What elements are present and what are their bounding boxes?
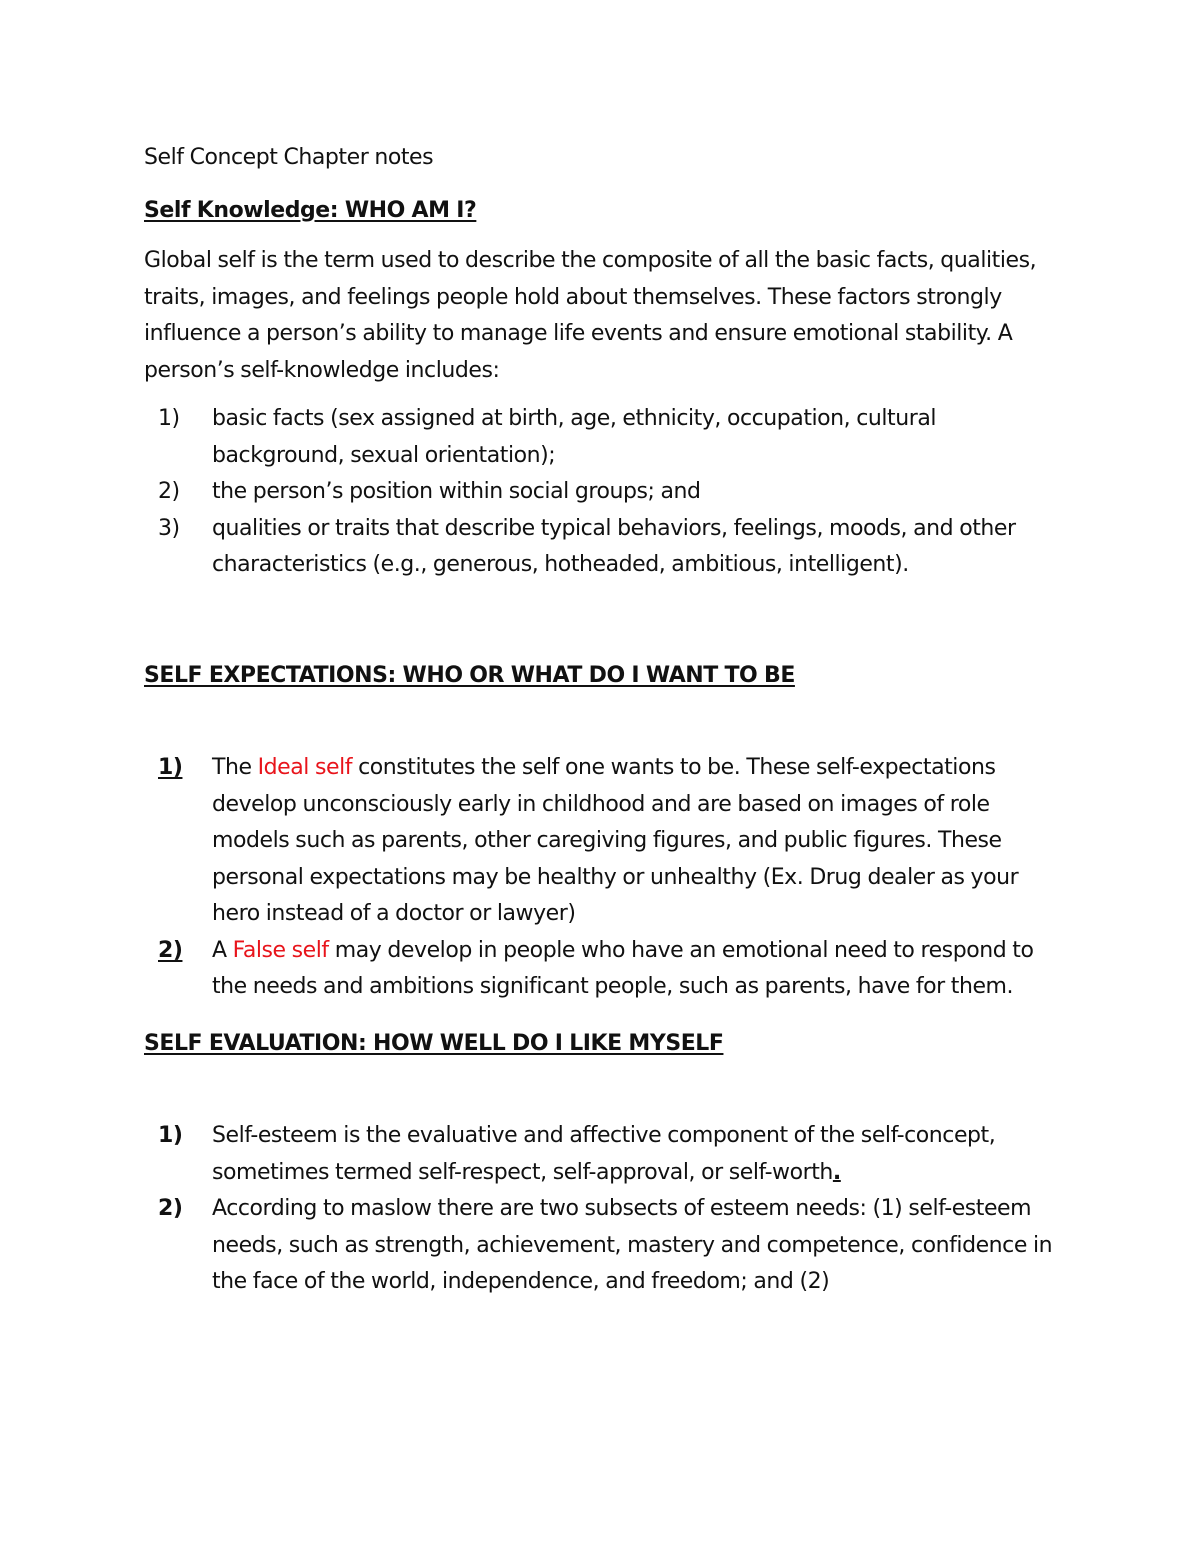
list-item-number: 1) (158, 406, 180, 431)
spacer (144, 584, 1064, 658)
list-item (144, 474, 1064, 511)
list-item-number: 2) (158, 1196, 183, 1221)
section-heading-self-expectations: SELF EXPECTATIONS: WHO OR WHAT DO I WANT TO BE (144, 662, 795, 688)
list-item-text: Self-esteem is the evaluative and affective component of the self-concept, sometimes termed self-respect, self-approval, or self-worth (212, 1123, 996, 1185)
self-evaluation-list (144, 1118, 1064, 1301)
list-item-number: 3) (158, 515, 180, 541)
list-item-text: basic facts (sex assigned at birth, age, ethnicity, occupation, cultural background, sexual orientation); (212, 406, 937, 468)
list-item-number: 1) (158, 1123, 183, 1148)
list-item (144, 401, 1064, 474)
list-item-number: 1) (158, 755, 183, 780)
document-title: Self Concept Chapter notes (144, 145, 434, 170)
list-item-text: constitutes the self one wants to be. These self-expectations develop unconsciously early in childhood and are based on images of role models such as parents, other caregiving figures, and public figures. These personal expectations may be healthy or unhealthy (Ex. Drug dealer as your hero instead of a doctor or lawyer) (212, 755, 1019, 926)
self-expectations-list (144, 750, 1064, 1006)
list-item-prefix: A (212, 937, 233, 963)
document-body (144, 140, 1064, 1301)
spacer (144, 694, 1064, 750)
highlighted-term-ideal-self: Ideal self (257, 755, 353, 780)
spacer (144, 1062, 1064, 1118)
list-item (144, 750, 1064, 933)
list-item-number: 2) (158, 937, 183, 963)
section-heading-self-knowledge: Self Knowledge: WHO AM I? (144, 197, 477, 223)
list-item-prefix: The (212, 755, 258, 780)
highlighted-term-false-self: False self (232, 937, 329, 963)
list-item-text: According to maslow there are two subsects of esteem needs: (1) self-esteem needs, such as strength, achievement, mastery and competence, confidence in the face of the world, independence, and freedom; and (2) (212, 1196, 1053, 1294)
list-item-tail: . (832, 1159, 841, 1185)
self-knowledge-list (144, 401, 1064, 584)
list-item (144, 1191, 1064, 1301)
list-item (144, 933, 1064, 1006)
list-item-text: qualities or traits that describe typical behaviors, feelings, moods, and other characteristics (e.g., generous, hotheaded, ambitious, intelligent). (212, 515, 1016, 577)
list-item (144, 1118, 1064, 1191)
list-item (144, 511, 1064, 584)
section-heading-self-evaluation: SELF EVALUATION: HOW WELL DO I LIKE MYSELF (144, 1030, 724, 1056)
list-item-number: 2) (158, 479, 180, 504)
list-item-text: the person’s position within social groups; and (212, 479, 701, 504)
intro-paragraph: Global self is the term used to describe the composite of all the basic facts, qualities, traits, images, and feelings people hold about themselves. These factors strongly influence a person’s ability to manage life events and ensure emotional stability. A person’s self-knowledge includes: (144, 248, 1037, 383)
list-item-text: may develop in people who have an emotional need to respond to the needs and ambitions significant people, such as parents, have for them. (212, 937, 1034, 999)
